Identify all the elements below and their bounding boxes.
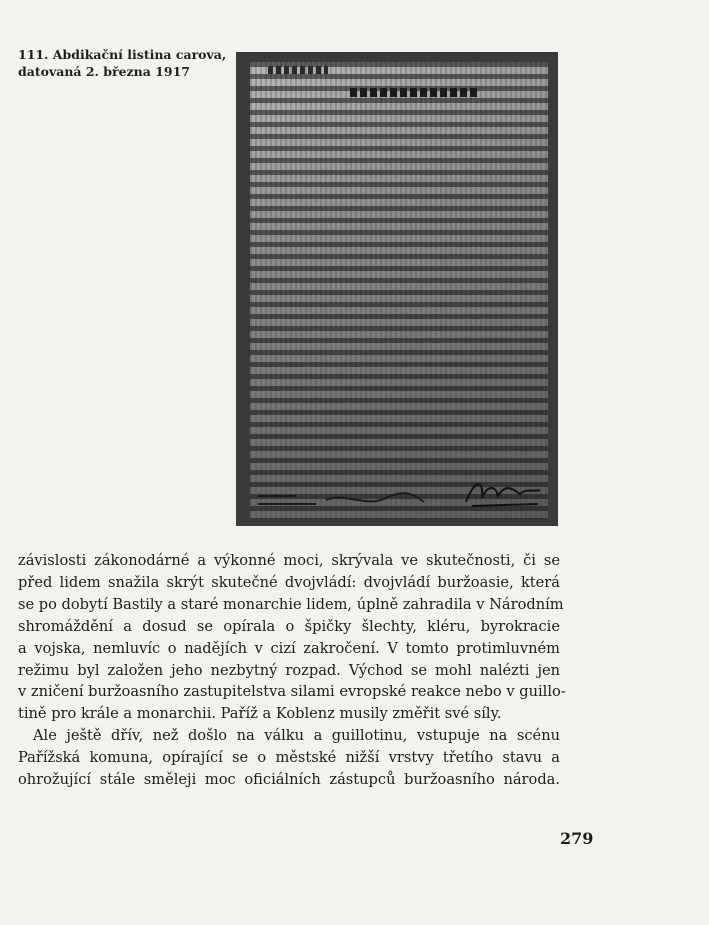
text-line: ohrožující stále směleji moc oficiálních zástupců buržoasního národa.: [18, 771, 560, 789]
text-line: a vojska, nemluvíc o nadějích v cizí zakročení. V tomto protimluvném: [18, 639, 560, 657]
abdication-document-photo: [236, 52, 558, 526]
document-heading: [350, 88, 480, 97]
text-line: v zničení buržoasního zastupitelstva silami evropské reakce nebo v guillo-: [18, 683, 566, 701]
tsar-signature-icon: [462, 472, 542, 512]
text-line: shromáždění a dosud se opírala o špičky šlechty, kléru, byrokracie: [18, 617, 560, 635]
text-line: před lidem snažila skrýt skutečné dvojvládí: dvojvládí buržoasie, která: [18, 573, 560, 591]
body-text: [18, 550, 566, 791]
figure-caption: [18, 46, 228, 80]
caption-line: 111. Abdikační listina carova,: [18, 47, 227, 62]
text-line: Pařížská komuna, opírající se o městské nižší vrstvy třetího stavu a: [18, 749, 560, 767]
page-number: 279: [560, 829, 594, 848]
document-sheet: [250, 62, 548, 520]
caption-line: datovaná 2. března 1917: [18, 64, 190, 79]
text-line: závislosti zákonodárné a výkonné moci, skrývala ve skutečnosti, či se: [18, 552, 560, 569]
text-line: se po dobytí Bastily a staré monarchie lidem, úplně zahradila v Národním: [18, 595, 564, 613]
text-line: režimu byl založen jeho nezbytný rozpad. Východ se mohl nalézti jen: [18, 661, 560, 679]
document-letterhead: [268, 66, 328, 74]
text-line: tině pro krále a monarchii. Paříž a Koblenz musily změřit své síly.: [18, 705, 502, 723]
document-place-date: [256, 488, 426, 514]
text-line: Ale ještě dřív, než došlo na válku a guillotinu, vstupuje na scénu: [33, 727, 560, 745]
